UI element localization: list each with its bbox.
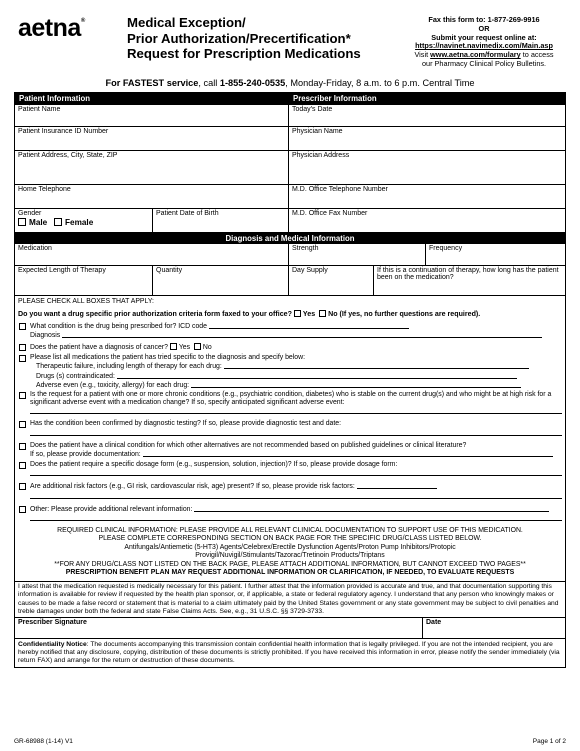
cancer-checkbox[interactable] xyxy=(19,344,26,351)
patient-address-field[interactable]: Patient Address, City, State, ZIP xyxy=(15,151,289,184)
other-inline-line[interactable] xyxy=(194,505,549,512)
question-diagnostic-test: Has the condition been confirmed by diagnostic testing? If so, please provide diagnostic test and date: xyxy=(18,420,562,428)
home-telephone-field[interactable]: Home Telephone xyxy=(15,185,289,208)
male-checkbox[interactable] xyxy=(18,218,26,226)
patient-name-field[interactable]: Patient Name xyxy=(15,105,289,126)
therapeutic-failure-line[interactable] xyxy=(224,362,529,369)
physician-name-field[interactable]: Physician Name xyxy=(292,128,343,135)
diagnosis-line[interactable] xyxy=(62,331,542,338)
form-id: GR-68988 (1-14) V1 xyxy=(14,738,73,745)
attestation-statement: I attest that the medication requested is medically necessary for this patient. I further attest that the information provided is accurate and true, and that documentation supporting this information is available for review if requested by the health plan sponsor, or, if applicable, a state or federal regulatory agency. I understand that any person who knowingly makes or causes to be made a false record or statement that is material to a claim ultimately paid by the United States government or any state government may be subject to civil penalties and treble damages under both the federal and state False Claims Acts. See, e.g., 31 U.S.C. §§ 3729-3733. xyxy=(15,581,565,616)
navinet-link[interactable]: https://navinet.navimedix.com/Main.asp xyxy=(415,41,553,51)
required-clinical-info: REQUIRED CLINICAL INFORMATION: PLEASE PROVIDE ALL RELEVANT CLINICAL DOCUMENTATION TO SUPPORT USE OF THIS MEDICATION. PLEASE COMPLETE CORRESPONDING SECTION ON BACK PAGE FOR THE SPECIFIC DRUG/CLASS LISTED BELOW. Antifungals/Antiemetic (5-HT3) Agents/Celebrex/Erectile Dysfunction Agents/Proton Pump Inhibitors/Protopic Provigil/Nuvigil/Stimulants/Tazorac/Tretinoin Products/Triptans **FOR ANY DRUG/CLASS NOT LISTED ON THE BACK PAGE, PLEASE ATTACH ADDITIONAL INFORMATION, BUT CANNOT EXCEED TWO PAGES** PRESCRIPTION BENEFIT PLAN MAY REQUEST ADDITIONAL INFORMATION OR CLARIFICATION, IF NEEDED, TO EVALUATE REQUESTS xyxy=(54,526,526,576)
request-form xyxy=(14,92,566,668)
prescriber-signature-field[interactable]: Prescriber Signature xyxy=(15,618,423,638)
medications-tried-checkbox[interactable] xyxy=(19,355,26,362)
continuation-field[interactable]: If this is a continuation of therapy, how long has the patient been on the medication? xyxy=(377,267,559,281)
icd-code-line[interactable] xyxy=(209,322,409,329)
clinical-condition-checkbox[interactable] xyxy=(19,443,26,450)
other-line[interactable] xyxy=(30,514,562,521)
female-checkbox[interactable] xyxy=(54,218,62,226)
adverse-event-line[interactable] xyxy=(191,381,521,388)
insurance-id-field[interactable]: Patient Insurance ID Number xyxy=(15,127,289,150)
frequency-field[interactable]: Frequency xyxy=(429,245,463,252)
day-supply-field[interactable]: Day Supply xyxy=(289,266,374,295)
documentation-line[interactable] xyxy=(143,450,553,457)
aetna-logo: aetna® xyxy=(18,14,85,42)
risk-factors-line[interactable] xyxy=(30,492,562,499)
gender-field: Gender Male Female xyxy=(15,209,153,232)
expected-length-field[interactable]: Expected Length of Therapy xyxy=(15,266,153,295)
form-title: Medical Exception/ Prior Authorization/Precertification* Request for Prescription Medications xyxy=(127,15,361,61)
fax-criteria-no-checkbox[interactable] xyxy=(319,310,326,317)
diagnostic-test-line[interactable] xyxy=(30,429,562,436)
fax-criteria-yes-checkbox[interactable] xyxy=(294,310,301,317)
diagnosis-section-header: Diagnosis and Medical Information xyxy=(15,232,565,243)
fax-info: Fax this form to: 1-877-269-9916 OR Submit your request online at: https://navinet.navimedix.com/Main.asp Visit www.aetna.com/formulary to access our Pharmacy Clinical Policy Bulletins. xyxy=(398,16,570,69)
question-clinical-condition: Does the patient have a clinical condition for which other alternatives are not recommended based on published guidelines or clinical literature? If so, please provide documentation: xyxy=(18,442,562,460)
risk-factors-inline-line[interactable] xyxy=(357,482,437,489)
question-dosage-form: Does the patient require a specific dosage form (e.g., suspension, solution, injection)? If so, please provide dosage form: xyxy=(18,461,562,469)
contraindicated-line[interactable] xyxy=(117,372,517,379)
checklist-section xyxy=(15,295,565,581)
confidentiality-notice: Confidentiality Notice: The documents accompanying this transmission contain confidential health information that is legally privileged. If you are not the intended recipient, you are hereby notified that any disclosure, copying, distribution of these documents is strictly prohibited. If you have received this information in error, please notify the sender immediately (via return FAX) and arrange for the return or destruction of these documents. xyxy=(15,638,565,667)
strength-field[interactable]: Strength xyxy=(289,244,426,265)
dosage-form-line[interactable] xyxy=(30,469,562,476)
question-chronic: Is the request for a patient with one or more chronic conditions (e.g., psychiatric condition, diabetes) who is stable on the current drug(s) and who might be at high risk for a significant adverse event with a medication change? If so, specify anticipated significant adverse event: xyxy=(18,391,562,408)
physician-address-field[interactable]: Physician Address xyxy=(292,152,350,159)
diagnostic-test-checkbox[interactable] xyxy=(19,421,26,428)
question-other: Other: Please provide additional relevant information: xyxy=(18,505,562,514)
condition-checkbox[interactable] xyxy=(19,323,26,330)
page-number: Page 1 of 2 xyxy=(532,738,566,745)
question-condition: What condition is the drug being prescribed for? ICD code Diagnosis xyxy=(18,322,562,341)
office-telephone-field[interactable]: M.D. Office Telephone Number xyxy=(292,186,388,193)
quantity-field[interactable]: Quantity xyxy=(153,266,289,295)
question-cancer: Does the patient have a diagnosis of cancer? Yes No xyxy=(18,343,562,352)
medication-field[interactable]: Medication xyxy=(15,244,289,265)
signature-date-field[interactable]: Date xyxy=(426,618,442,626)
cancer-yes-checkbox[interactable] xyxy=(170,343,177,350)
page-footer xyxy=(14,738,566,745)
chronic-checkbox[interactable] xyxy=(19,392,26,399)
todays-date-field[interactable]: Today's Date xyxy=(292,106,333,113)
question-medications-tried: Please list all medications the patient has tried specific to the diagnosis and specify below: Therapeutic failure, including length of therapy for each drug: Drugs (s) contraindicated: Adverse even (e.g., toxicity, allergy) for each drug: xyxy=(18,354,562,391)
date-of-birth-field[interactable]: Patient Date of Birth xyxy=(153,209,289,232)
risk-factors-checkbox[interactable] xyxy=(19,483,26,490)
office-fax-field[interactable]: M.D. Office Fax Number xyxy=(292,210,368,217)
fastest-service-line: For FASTEST service, call 1-855-240-0535, Monday-Friday, 8 a.m. to 6 p.m. Central Time xyxy=(105,78,475,88)
other-checkbox[interactable] xyxy=(19,506,26,513)
cancer-no-checkbox[interactable] xyxy=(194,343,201,350)
chronic-answer-line[interactable] xyxy=(30,407,562,414)
question-risk-factors: Are additional risk factors (e.g., GI risk, cardiovascular risk, age) present? If so, please provide risk factors: xyxy=(18,482,562,491)
fax-criteria-question: Do you want a drug specific prior authorization criteria form faxed to your office? Yes No (If yes, no further questions are required). xyxy=(18,310,481,319)
formulary-link[interactable]: www.aetna.com/formulary xyxy=(430,50,521,60)
checklist-heading: PLEASE CHECK ALL BOXES THAT APPLY: xyxy=(18,298,154,305)
dosage-form-checkbox[interactable] xyxy=(19,462,26,469)
info-section-header: Patient Information Prescriber Information xyxy=(15,93,565,104)
